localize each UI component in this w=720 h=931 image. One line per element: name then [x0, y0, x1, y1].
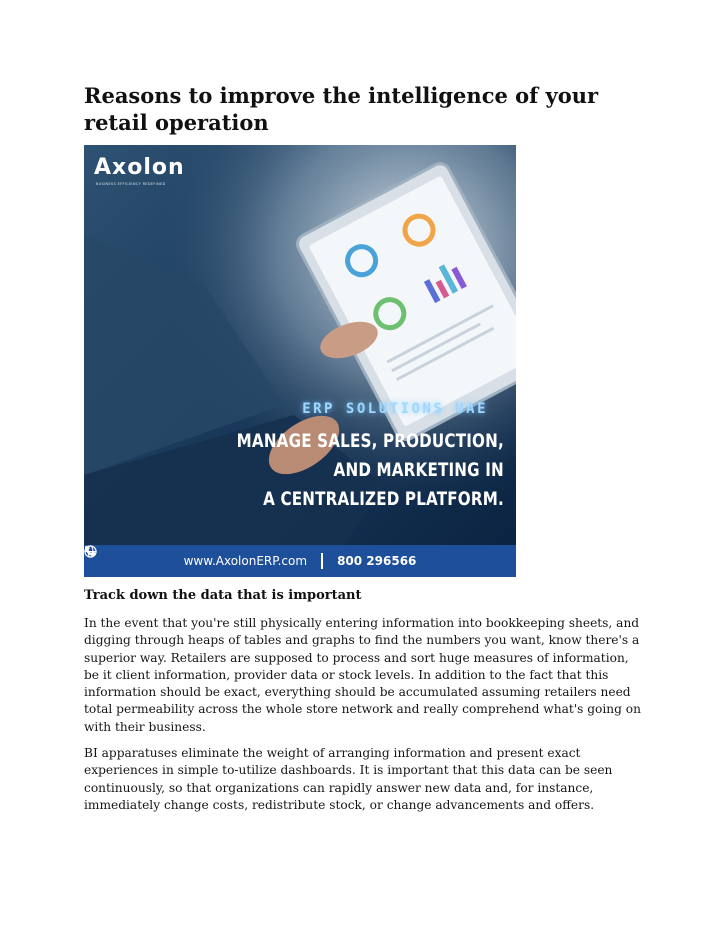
banner-contact-bar [84, 545, 516, 577]
paragraph: BI apparatuses eliminate the weight of arranging information and present exact experiences in simple to-utilize dashboards. It is important that this data can be seen continuously, so that organizations can rapidly answer new data and, for instance, immediately change costs, redistribute stock, or change advancements and offers. [84, 746, 613, 812]
tagline-line: AND MARKETING IN [333, 460, 504, 481]
website-contact [184, 554, 307, 568]
section-heading: Track down the data that is important [84, 588, 362, 603]
promo-banner-image [84, 145, 516, 577]
tagline-line: MANAGE SALES, PRODUCTION, [236, 431, 504, 452]
logo-tagline: BUSINESS EFFICIENCY REDEFINED [96, 182, 166, 186]
website-text: www.AxolonERP.com [183, 554, 308, 568]
contact-divider [321, 553, 323, 569]
tagline-line: A CENTRALIZED PLATFORM. [263, 489, 504, 510]
phone-icon [84, 545, 96, 557]
phone-contact [337, 554, 416, 568]
axolon-logo: Axolon [94, 155, 185, 180]
phone-text: 800 296566 [337, 554, 417, 568]
page-title: Reasons to improve the intelligence of your retail operation [84, 83, 599, 135]
banner-headline: ERP SOLUTIONS UAE [302, 401, 488, 417]
paragraph: In the event that you're still physically entering information into bookkeeping sheets, and digging through heaps of tables and graphs to find the numbers you want, know there's a superior way. Retailers are supposed to process and sort huge measures of information, be it client information, provider data or stock levels. In addition to the fact that this information should be exact, everything should be accumulated assuming retailers need total permeability across the whole store network and really comprehend what's going on with their business. [84, 616, 641, 734]
banner-tagline [237, 427, 504, 514]
